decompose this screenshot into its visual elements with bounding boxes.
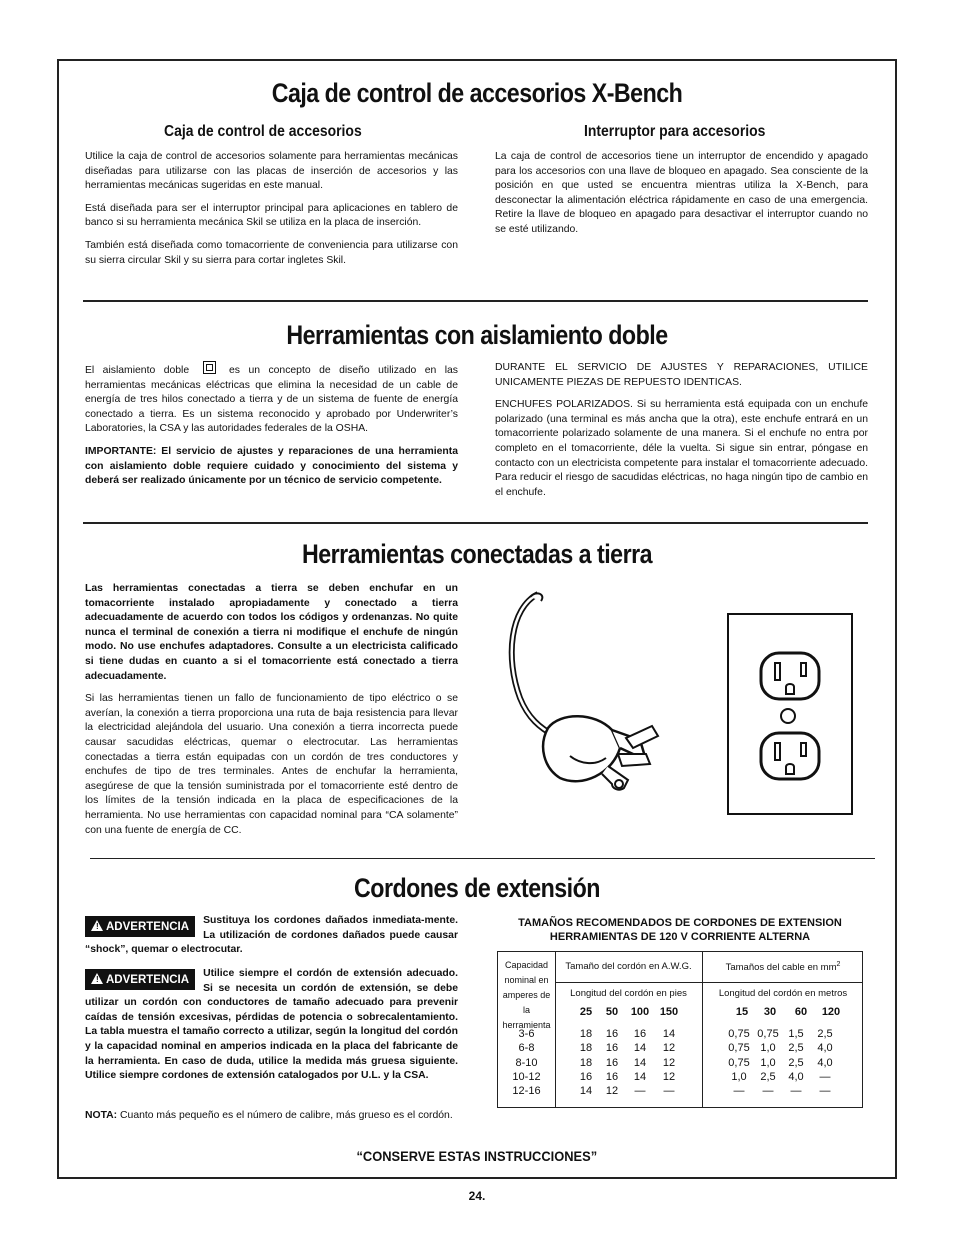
table-cell: —	[663, 1085, 675, 1098]
awg-header: Tamaño del cordón en A.W.G.	[565, 961, 692, 972]
meters-header: Longitud del cordón en metros	[718, 988, 848, 999]
paragraph: La caja de control de accesorios tiene un interruptor de encendido y apagado para los accesorios con una llave de bloqueo en apagado. Sea consciente de la posición en que usted se encuentra mientras utiliza la X-Bench, para desconectar la alimentación eléctrica rápidamente en caso de una emergencia. Retire la llave de bloqueo en apagado para desactivar el interruptor cuando no se esté utilizando.	[495, 151, 868, 235]
interruptor-text	[495, 150, 868, 246]
table-cell: 4,0	[788, 1070, 804, 1083]
aislamiento-left-text	[85, 361, 458, 497]
paragraph-bold: Las herramientas conectadas a tierra se deben enchufar en un tomacorriente instalado apropiadamente y conectado a tierra adecuadamente de acuerdo con todos los códigos y ordenanzas. No quite nunca el terminal de conexión a tierra ni modifique el enchufe de ningún modo. No use enchufes adaptadores. Consulte a un electricista calificado si tiene dudas en cuanto a si el tomacorriente está conectado a tierra adecuadamente.	[85, 583, 458, 682]
amps-cell: 3-6	[518, 1028, 535, 1040]
table-cell: 1,0	[760, 1042, 776, 1055]
table-cell: 2,5	[760, 1070, 776, 1083]
paragraph: Utilice la caja de control de accesorios solamente para herramientas mecánicas diseñadas para utilizarse con las placas de inserción de accesorios y las herramientas mecánicas sugeridas en este manual.	[85, 151, 458, 192]
warning-text-1: Sustituya los cordones dañados inmediata-mente. La utilización de cordones dañados puede causar “shock”, quemar o electrocutar.	[85, 915, 458, 956]
table-title-line-2: HERRAMIENTAS DE 120 V CORRIENTE ALTERNA	[549, 931, 811, 943]
table-cell: 12	[662, 1056, 676, 1069]
table-cell: 16	[605, 1056, 619, 1069]
table-cell: 4,0	[817, 1056, 833, 1069]
table-title	[497, 916, 863, 944]
warning-badge: ! ADVERTENCIA	[85, 916, 195, 937]
table-cell: 12	[662, 1042, 676, 1055]
table-cell: —	[790, 1085, 802, 1098]
table-cell: 2,5	[788, 1042, 804, 1055]
double-insulation-icon	[203, 361, 216, 374]
col-capacity-header: Capacidad nominal en amperes de la herramienta	[502, 960, 551, 1030]
tierra-text	[85, 582, 458, 846]
awg-row	[574, 1027, 684, 1041]
table-cell: 16	[605, 1070, 619, 1083]
paragraph: Está diseñada para ser el interruptor principal para aplicaciones en tablero de banco si su herramienta mecánica Skil se utiliza en la placa de inserción.	[85, 202, 458, 229]
heading-caja-control: Caja de control de accesorios	[164, 123, 362, 140]
note-text: Cuanto más pequeño es el número de calibre, más grueso es el cordón.	[120, 1110, 453, 1121]
warning-icon: !	[91, 973, 103, 984]
aislamiento-right-text	[495, 361, 868, 508]
table-cell: 4,0	[817, 1042, 833, 1055]
table-cell: 0,75	[728, 1042, 750, 1055]
amps-cell: 10-12	[512, 1070, 541, 1083]
table-cell: 16	[579, 1070, 593, 1083]
amps-column	[498, 1027, 555, 1098]
feet-header: Longitud del cordón en pies	[570, 988, 687, 999]
outlet-illustration	[727, 613, 853, 815]
awg-row	[574, 1056, 684, 1070]
table-cell: 30	[763, 1006, 777, 1018]
table-cell: 1,0	[731, 1070, 747, 1083]
warning-icon: !	[91, 920, 103, 931]
table-cell: 14	[633, 1070, 647, 1083]
awg-row	[574, 1070, 684, 1084]
warning-block-2	[85, 967, 458, 1084]
paragraph-start: El aislamiento doble	[85, 365, 190, 376]
table-cell: 14	[579, 1085, 593, 1098]
table-cell: 0,75	[757, 1028, 779, 1040]
table-cell: 120	[821, 1006, 841, 1018]
note	[85, 1109, 458, 1124]
warning-badge: ! ADVERTENCIA	[85, 969, 195, 990]
feet-columns	[574, 1005, 684, 1019]
table-cell: 18	[579, 1042, 593, 1055]
table-title-line-1: TAMAÑOS RECOMENDADOS DE CORDONES DE EXTENSION	[518, 917, 842, 929]
amps-cell: 6-8	[518, 1042, 535, 1055]
mm-row	[724, 1056, 840, 1070]
footer-note: “CONSERVE ESTAS INSTRUCCIONES”	[356, 1148, 598, 1164]
table-cell: 15	[735, 1006, 749, 1018]
grounded-plug-illustration	[500, 588, 670, 798]
section-divider	[83, 300, 868, 302]
table-cell: 50	[605, 1006, 619, 1018]
table-cell: 16	[605, 1028, 619, 1040]
paragraph: Si las herramientas tienen un fallo de funcionamiento de tipo eléctrico o se averían, la conexión a tierra proporciona una ruta de baja resistencia para llevar la electricidad alejándola del usuario. Una conexión a tierra incorrecta puede causar sacudidas eléctricas, quemar o electrocutar. Las herramientas conectadas a tierra están equipadas con un cordón de tres conductores y enchufes de tipo de tres terminales. Antes de enchufar la herramienta, asegúrese de que la tensión suministrada por el tomacorriente esté dentro de los límites de la tensión indicada en la placa de especificaciones de la herramienta. No use herramientas con capacidad nominal para “CA solamente” con una fuente de energía de CC.	[85, 693, 458, 836]
mm-row	[724, 1027, 840, 1041]
paragraph-rest: es un concepto de diseño utilizado en las herramientas mecánicas eléctricas que elimina la necesidad de un cable de energía de tres hilos conectado a tierra y de un sistema de fuente de energía conectado a tierra. Es un sistema reconocido y aprobado por Underwriter’s Laboratories, la CSA y las autoridades federales de la OSHA.	[85, 365, 458, 435]
table-cell: 14	[633, 1056, 647, 1069]
table-cell: 150	[659, 1006, 679, 1018]
table-cell: 14	[633, 1042, 647, 1055]
section-title-tierra: Herramientas conectadas a tierra	[301, 539, 653, 569]
feet-header-row	[574, 1005, 684, 1019]
table-cell: —	[762, 1085, 774, 1098]
table-cell: 25	[579, 1006, 593, 1018]
mm-row	[724, 1070, 840, 1084]
table-cell: 2,5	[788, 1056, 804, 1069]
paragraph: DURANTE EL SERVICIO DE AJUSTES Y REPARACIONES, UTILICE UNICAMENTE PIEZAS DE REPUESTO IDENTICAS.	[495, 362, 868, 388]
table-cell: 60	[794, 1006, 808, 1018]
mm-row	[724, 1084, 840, 1098]
paragraph: También está diseñada como tomacorriente de conveniencia para utilizarse con su sierra circular Skil y su sierra para cortar ingletes Skil.	[85, 239, 458, 266]
warning-text-2: Utilice siempre el cordón de extensión adecuado. Si se necesita un cordón de extensión, se debe utilizar un cordón con conductores de tamaño adecuado para prevenir caídas de tensión excesivas, pérdidas de potencia o sobrecalentamiento. La tabla muestra el tamaño correcto a utilizar, según la longitud del cordón y la capacidad nominal en amperios indicada en la placa del fabricante de la herramienta. En caso de duda, utilice la medida más gruesa siguiente. Utilice siempre cordones de extensión catalogados por U.L. y la CSA.	[85, 968, 458, 1082]
important-note: IMPORTANTE: El servicio de ajustes y reparaciones de una herramienta con aislamiento doble requiere cuidado y conocimiento del sistema y deberá ser realizado únicamente por un técnico de servicio competente.	[85, 445, 458, 487]
table-cell: —	[819, 1085, 831, 1098]
warning-block-1	[85, 914, 458, 958]
section-title-aislamiento: Herramientas con aislamiento doble	[286, 320, 668, 350]
mm-body	[724, 1027, 840, 1098]
amps-cell: 12-16	[512, 1085, 541, 1098]
table-cell: —	[733, 1085, 745, 1098]
table-cell: 18	[579, 1056, 593, 1069]
table-cell: 16	[605, 1042, 619, 1055]
section-title-xbench: Caja de control de accesorios X-Bench	[271, 78, 683, 108]
table-cell: —	[819, 1070, 831, 1083]
extension-cord-table	[497, 951, 863, 1108]
meter-header-row	[730, 1005, 846, 1019]
meter-columns	[730, 1005, 846, 1019]
awg-row	[574, 1041, 684, 1055]
awg-row	[574, 1084, 684, 1098]
table-cell: 0,75	[728, 1028, 750, 1040]
table-cell: 16	[633, 1028, 647, 1040]
table-cell: 2,5	[817, 1028, 833, 1040]
table-cell: 1,0	[760, 1056, 776, 1069]
table-cell: 18	[579, 1028, 593, 1040]
note-label: NOTA:	[85, 1110, 118, 1121]
table-cell: 0,75	[728, 1056, 750, 1069]
mm-row	[724, 1041, 840, 1055]
page-number: 24.	[468, 1189, 486, 1203]
mm-header: Tamaños del cable en $mm^2$	[725, 961, 841, 974]
table-cell: 12	[662, 1070, 676, 1083]
section-divider	[83, 522, 868, 524]
paragraph: ENCHUFES POLARIZADOS. Si su herramienta está equipada con un enchufe polarizado (una terminal es más ancha que la otra), este enchufe entrará en un tomacorriente polarizado solamente de una manera. Si el enchufe no entra por completo en el tomacorriente, déle la vuelta. Si sigue sin entrar, póngase en contacto con un electricista competente para instalar el tomacorriente adecuado. Para reducir el riesgo de sacudidas eléctricas, no haga ningún tipo de cambio en el enchufe.	[495, 399, 868, 498]
caja-control-text	[85, 150, 458, 276]
heading-interruptor: Interruptor para accesorios	[584, 123, 766, 140]
table-cell: 1,5	[788, 1028, 804, 1040]
table-cell: —	[634, 1085, 646, 1098]
awg-body	[574, 1027, 684, 1098]
table-cell: 100	[630, 1006, 650, 1018]
section-divider	[90, 858, 875, 859]
amps-cell: 8-10	[515, 1056, 538, 1069]
section-title-cordones: Cordones de extensión	[354, 873, 600, 903]
table-cell: 12	[605, 1085, 619, 1098]
table-cell: 14	[662, 1028, 676, 1040]
